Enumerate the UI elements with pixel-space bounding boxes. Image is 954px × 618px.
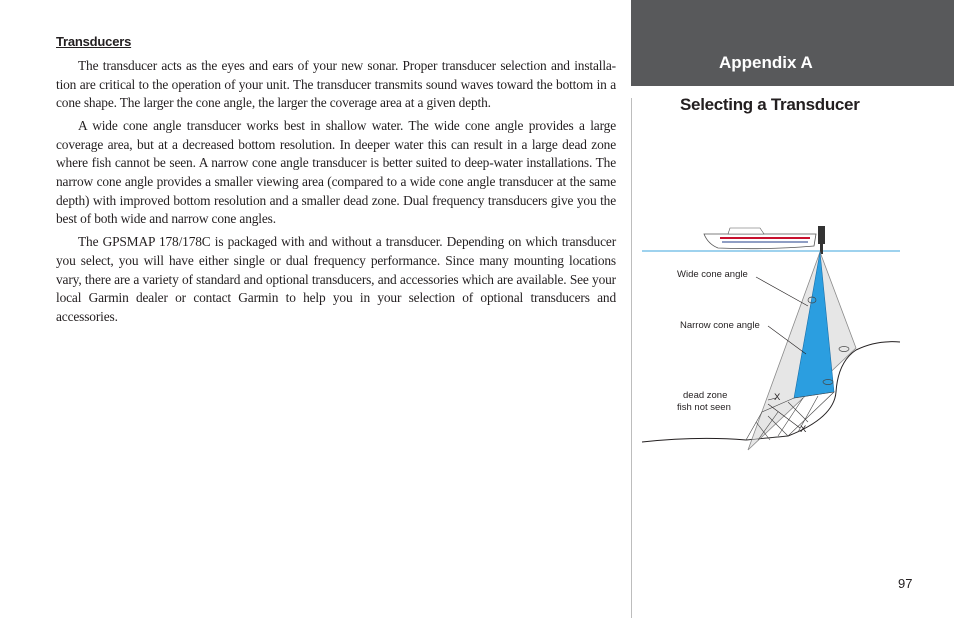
paragraph-3: The GPSMAP 178/178C is packaged with and without a transducer. Depending on which transducer you select, you will have either single or dual frequency performance. Since many mounting locations vary, there are a variety of standard and optional transducers, and accessories which are available. See your local Garmin dealer or contact Garmin to help you in your selection of optional transducers and accessories.	[56, 234, 616, 324]
main-text-column	[56, 34, 616, 331]
fish-not-seen-label: fish not seen	[677, 402, 731, 413]
dead-zone-label: dead zone	[683, 390, 728, 401]
boat-icon	[704, 226, 825, 254]
narrow-cone-label: Narrow cone angle	[680, 320, 760, 331]
paragraph-1: The transducer acts as the eyes and ears of your new sonar. Proper transducer selection and installa-tion are critical to the operation of your unit. The transducer transmits sound waves toward the bottom in a cone shape. The larger the cone angle, the larger the coverage area at a given depth.	[56, 58, 616, 111]
transducer-cone-figure	[638, 222, 908, 452]
page-title: Selecting a Transducer	[680, 95, 860, 114]
section-heading: Transducers	[56, 34, 132, 49]
cone-diagram	[638, 222, 908, 452]
appendix-tab	[631, 0, 954, 86]
dead-zone-marker-1: X	[774, 392, 781, 403]
page-number: 97	[898, 576, 913, 591]
column-divider	[631, 98, 632, 618]
dead-zone-marker-2: X	[800, 424, 807, 435]
wide-cone-label: Wide cone angle	[677, 269, 748, 280]
paragraph-2: A wide cone angle transducer works best in shallow water. The wide cone angle provides a large coverage area, but at a decreased bottom resolution. In deeper water this can result in a large dead zone where fish cannot be seen. A narrow cone angle transducer is better suited to deep-water installations. The narrow cone angle provides a smaller viewing area (compared to a wide cone angle transducer at the same depth) with improved bottom resolution and a smaller dead zone. Dual frequency transducers give you the best of both wide and narrow cone angles.	[56, 118, 616, 227]
appendix-tab-label: Appendix A	[719, 53, 813, 72]
